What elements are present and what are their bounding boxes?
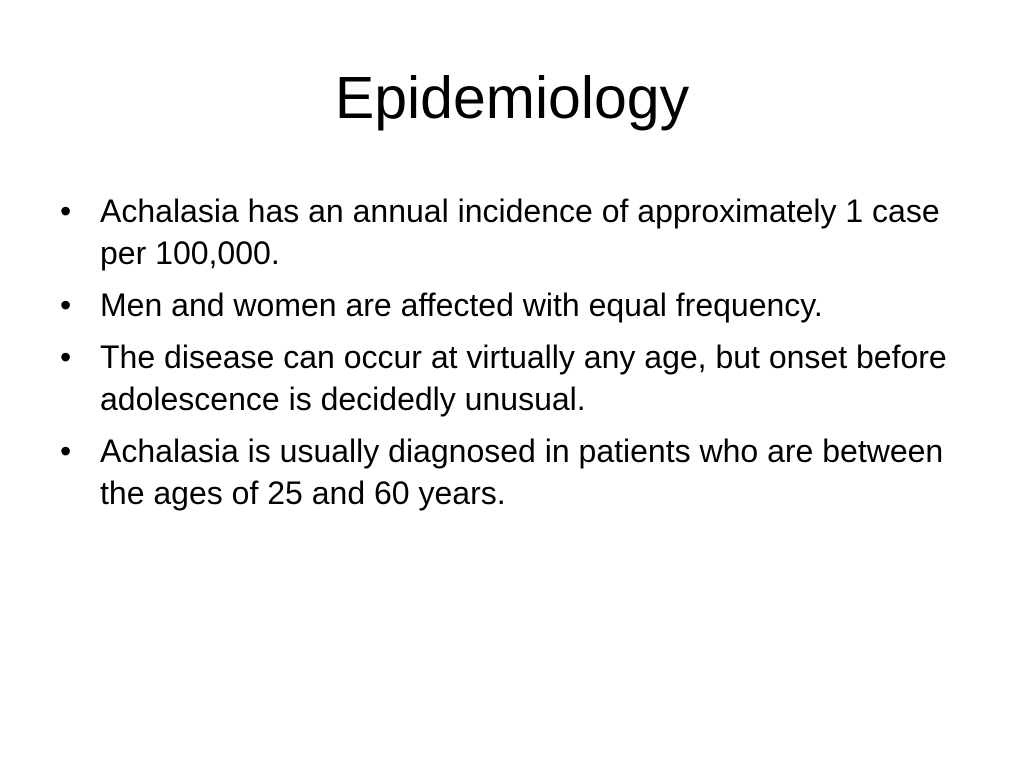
- bullet-icon: •: [60, 193, 72, 229]
- bullet-list: [56, 190, 976, 524]
- bullet-item: [56, 190, 976, 274]
- bullet-item: [56, 430, 976, 514]
- bullet-icon: •: [60, 339, 72, 375]
- bullet-icon: •: [60, 287, 72, 323]
- bullet-text: The disease can occur at virtually any age, but onset before adolescence is decidedly unusual.: [100, 339, 947, 417]
- bullet-text: Achalasia is usually diagnosed in patients who are between the ages of 25 and 60 years.: [100, 433, 944, 511]
- bullet-icon: •: [60, 433, 72, 469]
- bullet-text: Men and women are affected with equal frequency.: [100, 287, 823, 323]
- bullet-text: Achalasia has an annual incidence of approximately 1 case per 100,000.: [100, 193, 940, 271]
- slide-title: Epidemiology: [334, 65, 690, 131]
- bullet-item: [56, 336, 976, 420]
- bullet-item: [56, 284, 976, 326]
